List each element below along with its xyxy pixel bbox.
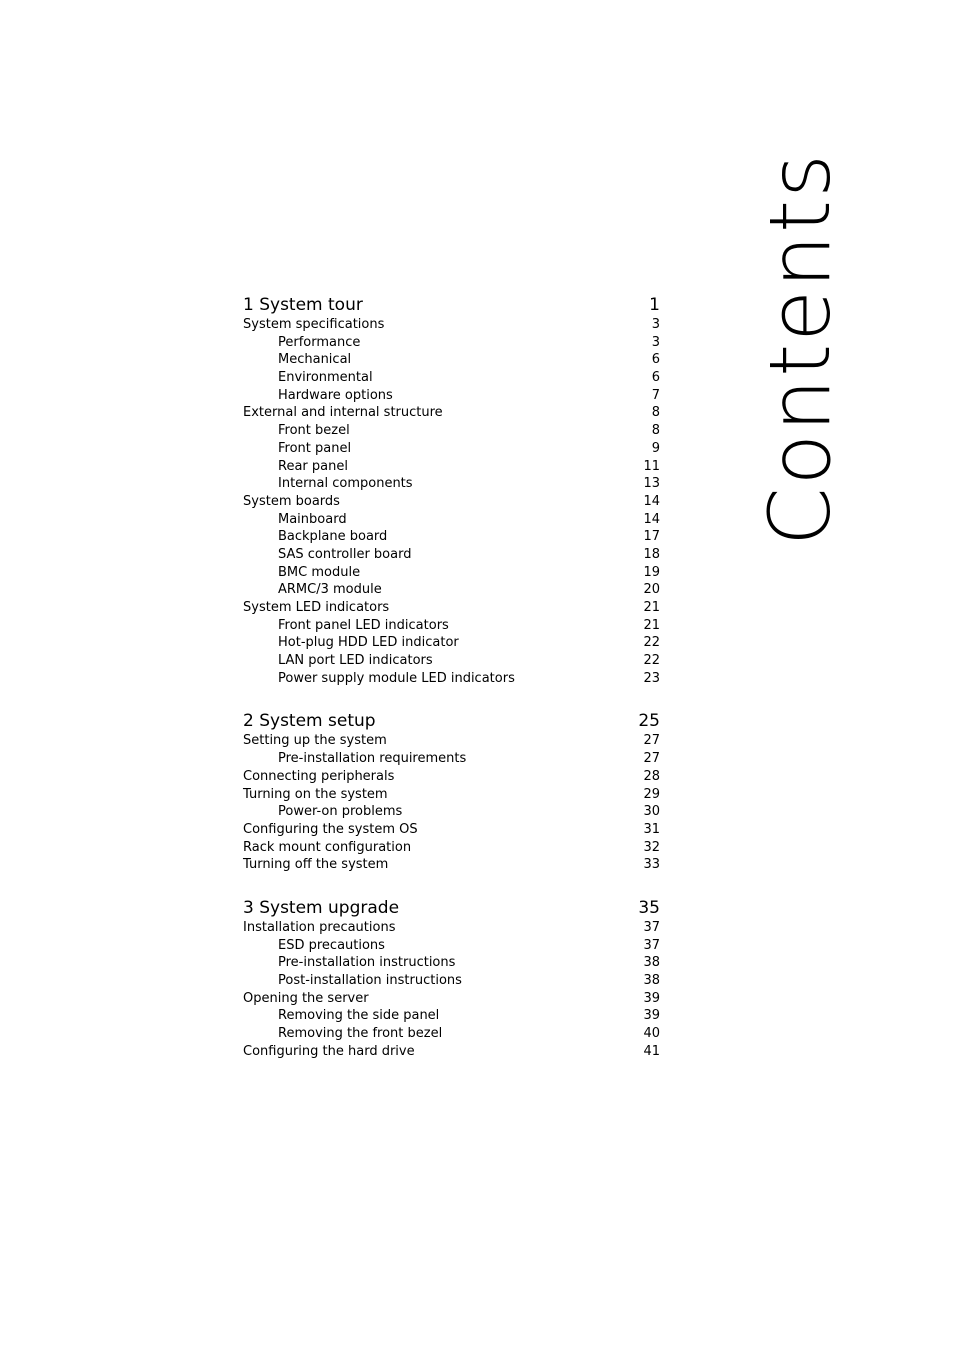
entry-page-number: 27 (643, 733, 660, 749)
entry-label: Turning on the system (243, 786, 388, 802)
entry-label: Environmental (278, 370, 373, 386)
toc-subentry[interactable] (243, 564, 660, 582)
entry-label: Front panel LED indicators (278, 617, 449, 633)
entry-label: Hardware options (278, 387, 393, 403)
toc-entry[interactable] (243, 990, 660, 1008)
entry-label: System specifications (243, 317, 385, 332)
toc-subentry[interactable] (243, 458, 660, 476)
toc-subentry[interactable] (243, 387, 660, 405)
toc-subentry[interactable] (243, 546, 660, 564)
entry-label: Pre-installation requirements (278, 751, 467, 767)
toc-subentry[interactable] (243, 803, 660, 821)
entry-page-number: 27 (643, 751, 660, 767)
side-title-container (690, 152, 849, 552)
entry-page-number: 39 (643, 990, 660, 1006)
entry-label: Mainboard (278, 511, 347, 527)
entry-label: Backplane board (278, 529, 388, 545)
chapter-title: 2 System setup (243, 711, 376, 732)
entry-label: Configuring the hard drive (243, 1043, 415, 1059)
toc-subentry[interactable] (243, 1025, 660, 1043)
entry-page-number: 13 (643, 476, 660, 492)
toc-entry[interactable] (243, 856, 660, 874)
entry-page-number: 33 (643, 857, 660, 873)
entry-label: ESD precautions (278, 937, 385, 953)
entry-label: Rack mount configuration (243, 839, 412, 855)
toc-subentry[interactable] (243, 634, 660, 652)
entry-label: Configuring the system OS (243, 821, 418, 837)
toc-subentry[interactable] (243, 972, 660, 990)
chapter-heading[interactable] (243, 897, 660, 919)
entry-label: External and internal structure (243, 405, 443, 421)
toc-subentry[interactable] (243, 422, 660, 440)
entry-page-number: 17 (643, 529, 660, 545)
entry-page-number: 30 (643, 804, 660, 820)
entry-page-number: 11 (643, 458, 660, 474)
toc-entry[interactable] (243, 732, 660, 750)
entry-page-number: 40 (643, 1026, 660, 1042)
entry-page-number: 21 (643, 600, 660, 615)
entry-page-number: 38 (643, 955, 660, 971)
entry-page-number: 6 (651, 352, 660, 368)
entry-label: Performance (278, 334, 361, 350)
toc-subentry[interactable] (243, 937, 660, 955)
entry-page-number: 32 (643, 839, 660, 855)
toc-entry[interactable] (243, 316, 660, 334)
entry-page-number: 14 (643, 511, 660, 527)
toc-subentry[interactable] (243, 475, 660, 493)
entry-label: Power supply module LED indicators (278, 670, 515, 686)
entry-page-number: 38 (643, 973, 660, 988)
toc-subentry[interactable] (243, 954, 660, 972)
entry-page-number: 22 (643, 653, 660, 669)
entry-page-number: 29 (643, 786, 660, 802)
entry-label: Mechanical (278, 352, 352, 368)
entry-page-number: 23 (643, 670, 660, 686)
toc-subentry[interactable] (243, 1007, 660, 1025)
entry-label: LAN port LED indicators (278, 653, 433, 669)
entry-page-number: 20 (643, 582, 660, 598)
toc-subentry[interactable] (243, 617, 660, 635)
toc-subentry[interactable] (243, 369, 660, 387)
chapter-spacer (243, 874, 660, 897)
chapter-title: 1 System tour (243, 295, 363, 315)
toc-entry[interactable] (243, 786, 660, 804)
toc-subentry[interactable] (243, 351, 660, 369)
entry-label: Rear panel (278, 458, 348, 474)
contents-side-title: Contents (751, 152, 849, 546)
entry-page-number: 7 (651, 387, 660, 403)
entry-label: System boards (243, 493, 340, 509)
entry-label: Removing the side panel (278, 1008, 440, 1024)
entry-label: BMC module (278, 564, 361, 580)
toc-entry[interactable] (243, 493, 660, 511)
chapter-page-number: 1 (649, 295, 660, 315)
toc-entry[interactable] (243, 404, 660, 422)
entry-page-number: 37 (643, 919, 660, 935)
toc-subentry[interactable] (243, 528, 660, 546)
entry-label: Connecting peripherals (243, 768, 395, 784)
entry-label: Opening the server (243, 990, 369, 1006)
chapter-spacer (243, 687, 660, 710)
entry-label: Turning off the system (243, 857, 389, 873)
entry-label: System LED indicators (243, 600, 390, 615)
toc-entry[interactable] (243, 839, 660, 857)
entry-label: Installation precautions (243, 919, 396, 935)
toc-subentry[interactable] (243, 670, 660, 688)
entry-label: Internal components (278, 476, 413, 492)
entry-page-number: 6 (651, 370, 660, 386)
entry-page-number: 9 (651, 440, 660, 456)
entry-page-number: 8 (651, 423, 660, 439)
entry-label: Post-installation instructions (278, 973, 462, 988)
entry-page-number: 22 (643, 635, 660, 651)
entry-page-number: 41 (643, 1043, 660, 1059)
toc-entry[interactable] (243, 768, 660, 786)
entry-page-number: 31 (643, 821, 660, 837)
entry-label: Front panel (278, 440, 352, 456)
toc-entry[interactable] (243, 919, 660, 937)
table-of-contents (243, 294, 660, 1060)
entry-page-number: 3 (651, 334, 660, 350)
entry-label: Removing the front bezel (278, 1026, 443, 1042)
entry-page-number: 14 (643, 493, 660, 509)
entry-label: ARMC/3 module (278, 582, 382, 598)
entry-page-number: 8 (651, 405, 660, 421)
entry-label: Front bezel (278, 423, 350, 439)
entry-page-number: 3 (651, 317, 660, 332)
toc-subentry[interactable] (243, 581, 660, 599)
chapter-page-number: 25 (638, 711, 660, 732)
chapter-page-number: 35 (638, 897, 660, 918)
toc-subentry[interactable] (243, 750, 660, 768)
entry-label: Pre-installation instructions (278, 955, 456, 971)
entry-page-number: 28 (643, 768, 660, 784)
entry-page-number: 39 (643, 1008, 660, 1024)
entry-label: SAS controller board (278, 546, 412, 562)
entry-label: Setting up the system (243, 733, 387, 749)
chapter-heading[interactable] (243, 294, 660, 316)
chapter-heading[interactable] (243, 710, 660, 732)
entry-page-number: 19 (643, 564, 660, 580)
chapter-title: 3 System upgrade (243, 897, 400, 918)
toc-entry[interactable] (243, 599, 660, 617)
entry-page-number: 21 (643, 617, 660, 633)
toc-subentry[interactable] (243, 334, 660, 352)
entry-label: Power-on problems (278, 804, 403, 820)
entry-page-number: 37 (643, 937, 660, 953)
entry-label: Hot-plug HDD LED indicator (278, 635, 459, 651)
toc-subentry[interactable] (243, 440, 660, 458)
toc-subentry[interactable] (243, 511, 660, 529)
toc-subentry[interactable] (243, 652, 660, 670)
entry-page-number: 18 (643, 546, 660, 562)
toc-entry[interactable] (243, 1043, 660, 1061)
toc-entry[interactable] (243, 821, 660, 839)
